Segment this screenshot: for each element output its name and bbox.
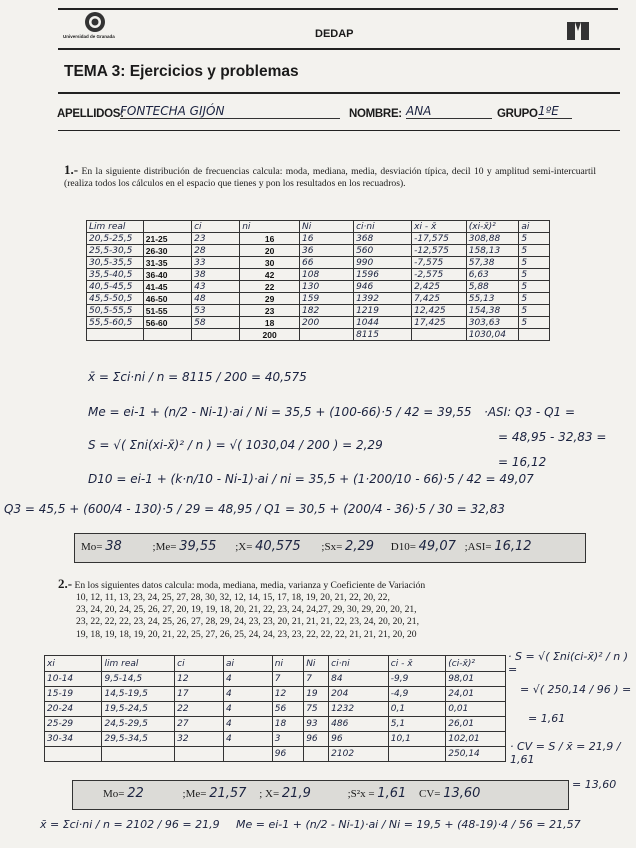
grupo-value: 1ºE [538, 104, 572, 119]
q2-table-cell: 18 [272, 717, 303, 732]
apellidos-value: FONTECHA GIJÓN [120, 104, 340, 119]
title-rule [58, 92, 620, 94]
q1-table-cell: 17,425 [412, 317, 467, 329]
q2-data-line: 10, 12, 11, 13, 23, 24, 25, 27, 28, 30, 32, 12, 14, 15, 17, 18, 19, 20, 21, 22, 20, 22, [76, 592, 390, 603]
q1-table-header-cell: (xi-x̄)² [466, 221, 519, 233]
page-title: TEMA 3: Ejercicios y problemas [64, 63, 299, 80]
q1-table-cell: 51-55 [143, 305, 191, 317]
q2-table-cell: 204 [329, 687, 389, 702]
q1-table-cell: 159 [300, 293, 354, 305]
q1-table-cell: 5 [519, 281, 550, 293]
q1-table-total-cell [143, 329, 191, 341]
q2-table-total-cell [223, 747, 272, 762]
q2-table-cell: 24,5-29,5 [102, 717, 175, 732]
q1-table-cell: 1044 [354, 317, 412, 329]
q2-table-cell: 7 [272, 672, 303, 687]
q1-table-header-cell [143, 221, 191, 233]
q1-table-cell: 33 [192, 257, 240, 269]
q2-table-cell: 15-19 [45, 687, 102, 702]
q1-mean-work: x̄ = Σci·ni / n = 8115 / 200 = 40,575 [88, 370, 307, 384]
q1-results-line [81, 539, 532, 554]
q1-table-header-row [87, 221, 550, 233]
q1-table-total-cell: 1030,04 [466, 329, 519, 341]
q2-table-header-row [45, 656, 506, 672]
q2-x-label: ; X= [259, 788, 280, 800]
q1-sd-work: S = √( Σni(xi-x̄)² / n ) = √( 1030,04 / 200 ) = 2,29 [88, 438, 383, 452]
q2-table-cell: 75 [304, 702, 329, 717]
q1-table-cell: 46-50 [143, 293, 191, 305]
q1-table-cell: 43 [192, 281, 240, 293]
q2-mean-work: x̄ = Σci·ni / n = 2102 / 96 = 21,9 [40, 818, 220, 831]
q1-table-cell: 308,88 [466, 233, 519, 245]
q1-table-cell: 53 [192, 305, 240, 317]
q1-table-cell: 22 [240, 281, 300, 293]
q2-table-cell: 19 [304, 687, 329, 702]
q2-cv-value: 13,60 [443, 786, 481, 801]
q2-table-cell: 25-29 [45, 717, 102, 732]
q2-table-cell: -4,9 [388, 687, 445, 702]
q1-table-header-cell: xi - x̄ [412, 221, 467, 233]
q1-table-row [87, 305, 550, 317]
q1-table-cell: 42 [240, 269, 300, 281]
q2-data-line: 23, 24, 20, 24, 25, 26, 27, 20, 19, 19, 18, 20, 21, 22, 23, 24, 24,27, 29, 30, 29, 20, 20, 21, [76, 604, 417, 616]
q2-table-cell: 12 [272, 687, 303, 702]
q2-text: En los siguientes datos calcula: moda, mediana, media, varianza y Coeficiente de Variación [74, 580, 426, 591]
q1-table-cell: 20,5-25,5 [87, 233, 144, 245]
q1-table-cell: -17,575 [412, 233, 467, 245]
q2-table-cell: 486 [329, 717, 389, 732]
q1-asi-work-2: = 48,95 - 32,83 = [498, 430, 607, 444]
university-name: Universidad de Granada [63, 34, 115, 39]
q1-table-cell: 6,63 [466, 269, 519, 281]
q2-table-cell: 102,01 [446, 732, 506, 747]
q1-table-cell: 57,38 [466, 257, 519, 269]
q2-data-line: 19, 18, 19, 18, 19, 20, 21, 22, 25, 27, 26, 25, 24, 24, 23, 23, 22, 22, 22, 21, 21, 21, 20, 20 [76, 628, 417, 640]
q1-number: 1.- [64, 162, 79, 177]
q2-table-total-cell: 96 [272, 747, 303, 762]
q1-table-header-cell: ci [192, 221, 240, 233]
q1-table-cell: 45,5-50,5 [87, 293, 144, 305]
q2-table-cell: 4 [223, 672, 272, 687]
q1-table-cell: 368 [354, 233, 412, 245]
q1-table-cell: 12,425 [412, 305, 467, 317]
q1-asi-value: 16,12 [494, 539, 532, 554]
university-logo [84, 11, 106, 33]
q2-table-total-cell [102, 747, 175, 762]
q2-x-value: 21,9 [281, 786, 311, 801]
q2-me-value: 21,57 [209, 786, 247, 801]
q1-table-cell: 5 [519, 233, 550, 245]
q2-me-label: ;Me= [182, 788, 207, 800]
q1-asi-work-3: = 16,12 [498, 455, 547, 469]
q1-x-label: ;X= [235, 541, 253, 553]
q2-data-values [76, 592, 419, 641]
q1-table-cell: 946 [354, 281, 412, 293]
q1-table-cell: 56-60 [143, 317, 191, 329]
header-rule [58, 48, 620, 50]
department-name: DEDAP [315, 28, 354, 40]
q2-table-header-cell: xi [45, 656, 102, 672]
grupo-label: GRUPO [497, 108, 538, 120]
q1-me-label: ;Me= [152, 541, 177, 553]
q2-table-cell: 96 [304, 732, 329, 747]
q1-table-cell: 23 [240, 305, 300, 317]
q2-table-cell: 20-24 [45, 702, 102, 717]
q1-table-cell: 58 [192, 317, 240, 329]
q1-table-cell: 55,5-60,5 [87, 317, 144, 329]
q1-table-cell: 36-40 [143, 269, 191, 281]
q2-table-cell: 5,1 [388, 717, 445, 732]
q2-s-sub: = √( 250,14 / 96 ) = [520, 683, 632, 696]
q2-table-cell: 14,5-19,5 [102, 687, 175, 702]
q1-table-cell: 182 [300, 305, 354, 317]
q2-table-total-cell: 250,14 [446, 747, 506, 762]
q2-table-total-cell [388, 747, 445, 762]
q2-table-header-cell: ci - x̄ [388, 656, 445, 672]
q2-table-row [45, 732, 506, 747]
student-rule [58, 130, 620, 131]
q1-table-cell: 26-30 [143, 245, 191, 257]
q1-table-cell: 5 [519, 257, 550, 269]
q2-table-total-cell: 2102 [329, 747, 389, 762]
q2-table-cell: 4 [223, 702, 272, 717]
q2-table-row [45, 687, 506, 702]
q1-asi-work-1: ·ASI: Q3 - Q1 = [484, 405, 576, 419]
q2-cv-formula: · CV = S / x̄ = 21,9 / 1,61 [510, 740, 621, 766]
q2-cv-result: = 13,60 [572, 778, 617, 791]
q1-table-cell: 66 [300, 257, 354, 269]
q1-table-cell: 16 [240, 233, 300, 245]
q1-table-cell: 158,13 [466, 245, 519, 257]
q2-table-header-cell: ci·ni [329, 656, 389, 672]
q2-statement [58, 578, 618, 592]
q1-table-cell: 1392 [354, 293, 412, 305]
q2-mo-label: Mo= [103, 788, 125, 800]
q2-table-cell: 98,01 [446, 672, 506, 687]
q2-results-line [103, 786, 480, 801]
q2-data-line: 23, 22, 22, 22, 23, 24, 25, 26, 27, 28, 29, 24, 23, 23, 20, 21, 21, 21, 22, 23, 24, 20, 20, 21, [76, 616, 419, 628]
q1-quartiles-work: Q3 = 45,5 + (600/4 - 130)·5 / 29 = 48,95 / Q1 = 30,5 + (200/4 - 36)·5 / 30 = 32,83 [4, 502, 505, 516]
q1-table-cell: 5 [519, 245, 550, 257]
q1-results-box [74, 533, 586, 563]
q2-table-cell: 4 [223, 717, 272, 732]
q1-table-cell: 990 [354, 257, 412, 269]
q1-text: En la siguiente distribución de frecuencias calcula: moda, mediana, media, desviación típica, decil 10 y amplitud semi-intercuartil (realiza todos los cálculos en el espacio que tienes y pon los resultados en los recuadros). [64, 166, 596, 189]
q2-table-cell: 27 [175, 717, 224, 732]
q1-table-cell: 38 [192, 269, 240, 281]
q1-statement [64, 164, 596, 189]
q1-table-cell: -12,575 [412, 245, 467, 257]
q1-table-header-cell: ai [519, 221, 550, 233]
q2-table-row [45, 702, 506, 717]
q1-table-total-cell [192, 329, 240, 341]
q2-table-header-cell: ai [223, 656, 272, 672]
q1-table-cell: 30 [240, 257, 300, 269]
q1-table-cell: 1596 [354, 269, 412, 281]
q1-me-value: 39,55 [179, 539, 217, 554]
q1-x-value: 40,575 [255, 539, 301, 554]
q1-mo-label: Mo= [81, 541, 103, 553]
q2-table-cell: 22 [175, 702, 224, 717]
q1-mo-value: 38 [105, 539, 122, 554]
q2-s-formula: · S = √( Σni(ci-x̄)² / n ) = [508, 650, 628, 676]
q2-s2-value: 1,61 [377, 786, 407, 801]
q2-table-header-cell: Ni [304, 656, 329, 672]
q1-table-total-cell: 200 [240, 329, 300, 341]
q1-table-row [87, 281, 550, 293]
q1-table-cell: 21-25 [143, 233, 191, 245]
q1-table-cell: 50,5-55,5 [87, 305, 144, 317]
q1-table-cell: 23 [192, 233, 240, 245]
q1-table-row [87, 233, 550, 245]
q1-table-total-cell [87, 329, 144, 341]
q1-table-cell: 48 [192, 293, 240, 305]
q2-table-cell: 17 [175, 687, 224, 702]
q1-table-cell: 18 [240, 317, 300, 329]
q2-table-cell: 4 [223, 687, 272, 702]
q1-table-cell: 28 [192, 245, 240, 257]
q2-table-header-cell: (ci-x̄)² [446, 656, 506, 672]
q1-table-cell: 55,13 [466, 293, 519, 305]
q2-table-cell: 96 [329, 732, 389, 747]
q2-table-cell: 7 [304, 672, 329, 687]
q1-table-cell: 560 [354, 245, 412, 257]
q1-table-cell: 5 [519, 293, 550, 305]
q1-table-cell: 31-35 [143, 257, 191, 269]
q2-table-cell: 56 [272, 702, 303, 717]
q2-table-cell: 1232 [329, 702, 389, 717]
q1-table-cell: 5,88 [466, 281, 519, 293]
q2-table-header-cell: ni [272, 656, 303, 672]
q2-table-cell: 0,1 [388, 702, 445, 717]
department-logo-icon [566, 20, 590, 42]
q1-table-cell: -2,575 [412, 269, 467, 281]
q2-table-cell: 9,5-14,5 [102, 672, 175, 687]
q1-table-cell: 16 [300, 233, 354, 245]
nombre-label: NOMBRE: [349, 108, 402, 120]
q1-table-cell: 5 [519, 269, 550, 281]
q2-median-work: Me = ei-1 + (n/2 - Ni-1)·ai / Ni = 19,5 + (48-19)·4 / 56 = 21,57 [236, 818, 581, 831]
q2-table-row [45, 717, 506, 732]
q2-table-total-cell [304, 747, 329, 762]
q2-table-cell: 84 [329, 672, 389, 687]
q2-table-cell: 10,1 [388, 732, 445, 747]
q1-frequency-table [86, 220, 550, 341]
q2-mo-value: 22 [127, 786, 144, 801]
q2-table-cell: 0,01 [446, 702, 506, 717]
q2-table-cell: 32 [175, 732, 224, 747]
q2-table-cell: 24,01 [446, 687, 506, 702]
apellidos-label: APELLIDOS: [57, 108, 124, 120]
q1-table-header-cell: ni [240, 221, 300, 233]
nombre-value: ANA [406, 104, 492, 119]
q2-table-totals-row [45, 747, 506, 762]
q1-table-row [87, 245, 550, 257]
top-rule [58, 8, 618, 10]
q1-s-label: ;Sx= [321, 541, 343, 553]
q2-table-cell: 12 [175, 672, 224, 687]
q1-table-cell: -7,575 [412, 257, 467, 269]
q1-table-cell: 1219 [354, 305, 412, 317]
q1-table-cell: 36 [300, 245, 354, 257]
q1-table-row [87, 269, 550, 281]
q2-table-row [45, 672, 506, 687]
q2-table-cell: 3 [272, 732, 303, 747]
q2-table-cell: 10-14 [45, 672, 102, 687]
q1-decile-work: D10 = ei-1 + (k·n/10 - Ni-1)·ai / ni = 35,5 + (1·200/10 - 66)·5 / 42 = 49,07 [88, 472, 534, 486]
q1-table-header-cell: ci·ni [354, 221, 412, 233]
q1-table-total-cell [412, 329, 467, 341]
q2-results-box [72, 780, 569, 810]
q1-table-cell: 303,63 [466, 317, 519, 329]
q1-table-cell: 108 [300, 269, 354, 281]
q1-d-label: D10= [390, 541, 416, 553]
q2-table-cell: 29,5-34,5 [102, 732, 175, 747]
q1-table-cell: 200 [300, 317, 354, 329]
q1-table-total-cell [519, 329, 550, 341]
q2-table-cell: 4 [223, 732, 272, 747]
q1-table-cell: 30,5-35,5 [87, 257, 144, 269]
q1-table-cell: 41-45 [143, 281, 191, 293]
q1-d-value: 49,07 [418, 539, 456, 554]
q2-table-total-cell [45, 747, 102, 762]
q1-table-cell: 35,5-40,5 [87, 269, 144, 281]
q2-cv-label: CV= [419, 788, 441, 800]
q1-table-cell: 20 [240, 245, 300, 257]
q1-median-work: Me = ei-1 + (n/2 - Ni-1)·ai / Ni = 35,5 + (100-66)·5 / 42 = 39,55 [88, 405, 472, 419]
q2-table-cell: 26,01 [446, 717, 506, 732]
q1-table-cell: 2,425 [412, 281, 467, 293]
q1-table-totals-row [87, 329, 550, 341]
q2-table-header-cell: ci [175, 656, 224, 672]
q1-table-row [87, 293, 550, 305]
q2-table-header-cell: lim real [102, 656, 175, 672]
q1-table-total-cell: 8115 [354, 329, 412, 341]
q2-table-cell: 19,5-24,5 [102, 702, 175, 717]
q1-table-row [87, 257, 550, 269]
q1-table-cell: 154,38 [466, 305, 519, 317]
q2-s2-label: ;S²x = [347, 788, 375, 800]
q1-table-cell: 5 [519, 317, 550, 329]
q1-table-header-cell: Ni [300, 221, 354, 233]
q1-s-value: 2,29 [345, 539, 374, 554]
q1-table-cell: 29 [240, 293, 300, 305]
q1-table-cell: 130 [300, 281, 354, 293]
q1-table-row [87, 317, 550, 329]
q1-table-total-cell [300, 329, 354, 341]
q1-asi-label: ;ASI= [464, 541, 492, 553]
q2-s-result: = 1,61 [528, 712, 566, 725]
q1-table-cell: 7,425 [412, 293, 467, 305]
q2-table-cell: 93 [304, 717, 329, 732]
q1-table-header-cell: Lim real [87, 221, 144, 233]
q1-table-cell: 25,5-30,5 [87, 245, 144, 257]
q1-table-cell: 5 [519, 305, 550, 317]
q2-table-cell: 30-34 [45, 732, 102, 747]
q1-table-cell: 40,5-45,5 [87, 281, 144, 293]
q2-frequency-table [44, 655, 506, 762]
q2-table-total-cell [175, 747, 224, 762]
q2-number: 2.- [58, 576, 73, 591]
q2-table-cell: -9,9 [388, 672, 445, 687]
